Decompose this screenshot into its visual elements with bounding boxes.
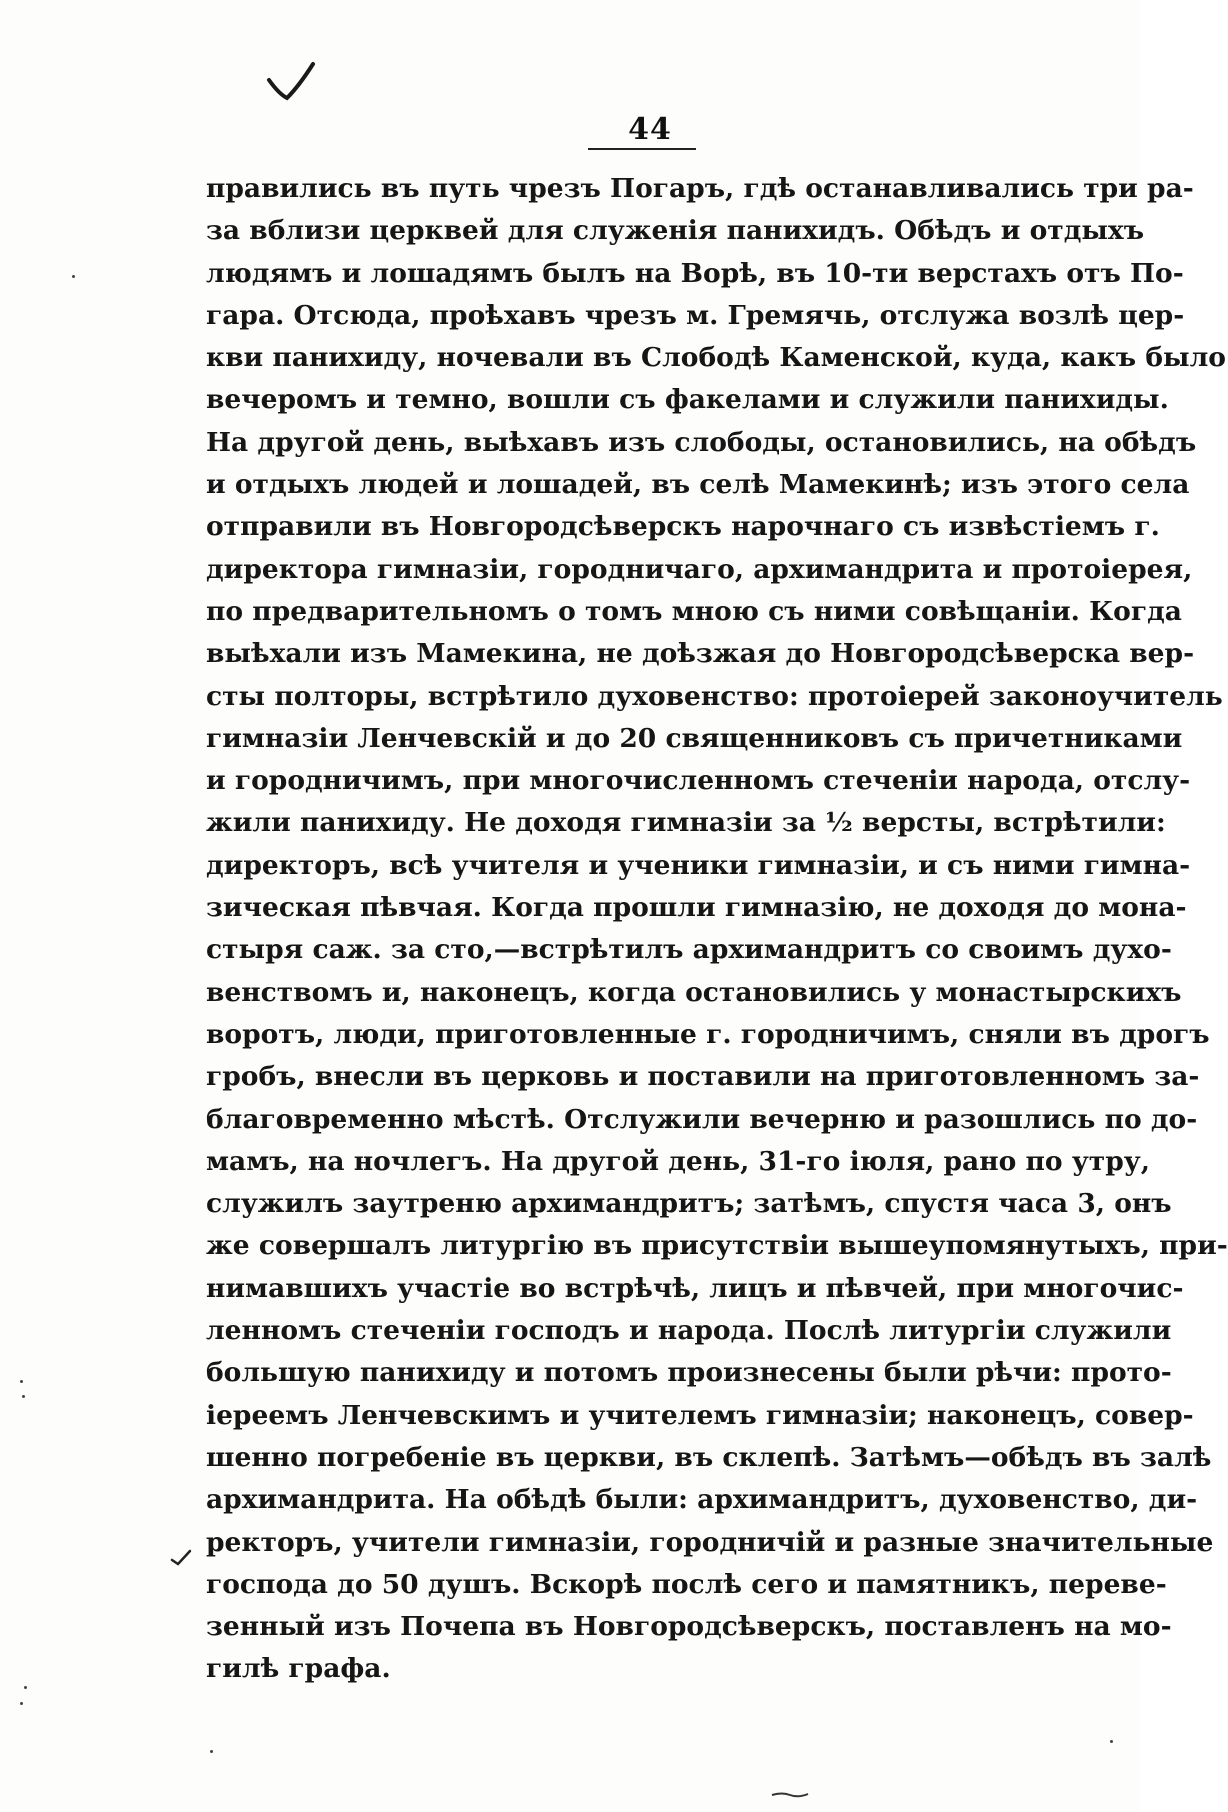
text-line: директоръ, всѣ учителя и ученики гимназіи, и съ ними гимна-: [206, 849, 1191, 881]
text-line: директора гимназіи, городничаго, архимандрита и протоіерея,: [206, 553, 1193, 585]
text-line: гара. Отсюда, проѣхавъ чрезъ м. Гремячь, отслужа возлѣ цер-: [206, 299, 1185, 331]
text-line: архимандрита. На обѣдѣ были: архимандритъ, духовенство, ди-: [206, 1484, 1198, 1516]
text-line: по предварительномъ о томъ мною съ ними совѣщаніи. Когда: [206, 595, 1182, 627]
page-number: 44: [628, 112, 672, 147]
text-line: зическая пѣвчая. Когда прошли гимназію, не доходя до мона-: [206, 892, 1187, 924]
text-line: гробъ, внесли въ церковь и поставили на приготовленномъ за-: [206, 1061, 1200, 1093]
text-line: стыря саж. за сто,—встрѣтилъ архимандритъ со своимъ духо-: [206, 934, 1172, 966]
text-line: зенный изъ Почепа въ Новгородсѣверскъ, поставленъ на мо-: [206, 1611, 1172, 1643]
text-line: На другой день, выѣхавъ изъ слободы, остановились, на обѣдъ: [206, 426, 1197, 458]
text-line: воротъ, люди, приготовленные г. городничимъ, сняли въ дрогъ: [206, 1018, 1210, 1050]
margin-speck: [72, 275, 75, 278]
text-line: гимназіи Ленчевскій и до 20 священниковъ съ причетниками: [206, 722, 1183, 754]
text-line: людямъ и лошадямъ былъ на Ворѣ, въ 10-ти верстахъ отъ По-: [206, 257, 1184, 289]
text-line: благовременно мѣстѣ. Отслужили вечерню и разошлись по до-: [206, 1103, 1198, 1135]
text-line: вечеромъ и темно, вошли съ факелами и служили панихиды.: [206, 384, 1169, 416]
text-line: за вблизи церквей для служенія панихидъ. Обѣдъ и отдыхъ: [206, 215, 1145, 247]
text-line: служилъ заутреню архимандритъ; затѣмъ, спустя часа 3, онъ: [206, 1188, 1172, 1220]
text-line: іереемъ Ленчевскимъ и учителемъ гимназіи; наконецъ, совер-: [206, 1399, 1194, 1431]
text-line: ректоръ, учители гимназіи, городничій и разные значительные: [206, 1526, 1214, 1558]
page-number-rule: [588, 148, 696, 150]
text-line: ленномъ стеченіи господъ и народа. Послѣ литургіи служили: [206, 1315, 1172, 1347]
text-line: большую панихиду и потомъ произнесены были рѣчи: прото-: [206, 1357, 1172, 1389]
margin-speck: [20, 1380, 23, 1383]
text-line: выѣхали изъ Мамекина, не доѣзжая до Новгородсѣверска вер-: [206, 638, 1195, 670]
text-line: правились въ путь чрезъ Погаръ, гдѣ останавливались три ра-: [206, 173, 1194, 204]
bottom-scan-mark: [770, 1790, 810, 1798]
text-line: жили панихиду. Не доходя гимназіи за ½ версты, встрѣтили:: [206, 807, 1166, 839]
text-line: и городничимъ, при многочисленномъ стеченіи народа, отслу-: [206, 765, 1191, 797]
text-line: отправили въ Новгородсѣверскъ нарочнаго съ извѣстіемъ г.: [206, 511, 1160, 543]
margin-speck: [22, 1395, 25, 1398]
pencil-check-mark-icon: [265, 60, 325, 110]
text-line: венствомъ и, наконецъ, когда остановились у монастырскихъ: [206, 976, 1182, 1008]
body-text: [206, 168, 1228, 1691]
margin-speck: [210, 1750, 213, 1753]
text-line-last: гилѣ графа.: [206, 1653, 391, 1685]
text-line: же совершалъ литургію въ присутствіи вышеупомянутыхъ, при-: [206, 1230, 1228, 1262]
margin-speck: [1110, 1740, 1113, 1743]
margin-speck: [20, 1702, 23, 1705]
text-line: нимавшихъ участіе во встрѣчѣ, лицъ и пѣвчей, при многочис-: [206, 1272, 1184, 1304]
text-line: господа до 50 душъ. Вскорѣ послѣ сего и памятникъ, переве-: [206, 1568, 1167, 1600]
text-line: шенно погребеніе въ церкви, въ склепѣ. Затѣмъ—обѣдъ въ залѣ: [206, 1441, 1212, 1473]
text-line: и отдыхъ людей и лошадей, въ селѣ Мамекинѣ; изъ этого села: [206, 469, 1190, 501]
margin-pencil-tick-icon: [170, 1548, 192, 1566]
text-line: сты полторы, встрѣтило духовенство: протоіерей законоучитель: [206, 680, 1223, 712]
text-line: мамъ, на ночлегъ. На другой день, 31-го іюля, рано по утру,: [206, 1145, 1150, 1177]
text-line: кви панихиду, ночевали въ Слободѣ Каменской, куда, какъ было: [206, 342, 1226, 374]
margin-speck: [24, 1686, 27, 1689]
